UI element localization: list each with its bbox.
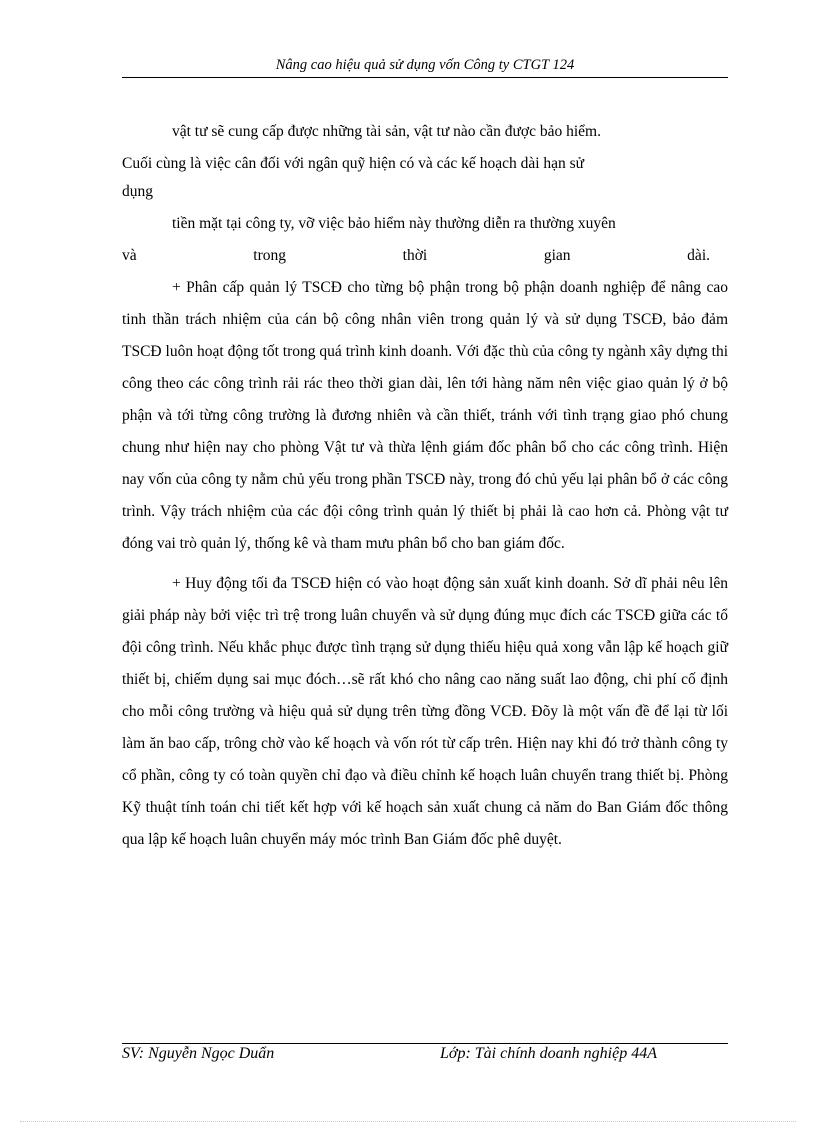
paragraph-2-line-2: và trong thời gian dài. xyxy=(122,247,710,264)
paragraph-1-line-1: vật tư sẽ cung cấp được những tài sản, vật tư nào cần được bảo hiểm. xyxy=(172,123,601,140)
paragraph-1-line-2: Cuối cùng là việc cân đối với ngân quỹ hiện có và các kế hoạch dài hạn sử xyxy=(122,155,585,172)
footer-student-name: SV: Nguyễn Ngọc Duẩn xyxy=(122,1045,275,1062)
paragraph-4: + Huy động tối đa TSCĐ hiện có vào hoạt động sản xuất kinh doanh. Sở dĩ phải nêu lên giải pháp này bởi việc trì trệ trong luân chuyển và sử dụng đúng mục đích các TSCĐ giữa các tổ đội công trình. Nếu khắc phục được tình trạng sử dụng thiếu hiệu quả xong vẫn lập kế hoạch giữ thiết bị, chiếm dụng sai mục đóch…sẽ rất khó cho nâng cao năng suất lao động, chi phí cố định cho mỗi công trường và hiệu quả sử dụng trên từng đồng VCĐ. Đõy là một vấn đề để lại từ lối làm ăn bao cấp, trông chờ vào kế hoạch và vốn rót từ cấp trên. Hiện nay khi đó trở thành công ty cổ phần, công ty có toàn quyền chỉ đạo và điều chỉnh kế hoạch luân chuyển trang thiết bị. Phòng Kỹ thuật tính toán chi tiết kết hợp với kế hoạch sản xuất chung cả năm do Ban Giám đốc thông qua lập kế hoạch luân chuyển máy móc trình Ban Giám đốc phê duyệt. xyxy=(122,575,728,848)
document-body xyxy=(122,116,728,856)
header-divider xyxy=(122,77,728,78)
paragraph-2-line-1: tiền mặt tại công ty, vỡ việc bảo hiểm này thường diễn ra thường xuyên xyxy=(172,215,616,232)
running-header: Nâng cao hiệu quả sử dụng vốn Công ty CTGT 124 xyxy=(275,57,575,73)
page-break-line xyxy=(20,1121,796,1122)
paragraph-1-line-3: dụng xyxy=(122,183,153,200)
paragraph-3: + Phân cấp quản lý TSCĐ cho từng bộ phận trong bộ phận doanh nghiệp để nâng cao tinh thần trách nhiệm của cán bộ công nhân viên trong quản lý và sử dụng TSCĐ, bảo đảm TSCĐ luôn hoạt động tốt trong quá trình kinh doanh. Với đặc thù của công ty ngành xây dựng thi công theo các công trình rải rác theo thời gian dài, lên tới hàng năm nên việc giao quản lý ở bộ phận và tới từng công trường là đương nhiên và cần thiết, tránh với tình trạng giao phó chung chung như hiện nay cho phòng Vật tư và thừa lệnh giám đốc phân bổ cho các công trình. Hiện nay vốn của công ty nằm chủ yếu trong phần TSCĐ này, trong đó chủ yếu lại phân bổ ở các công trình. Vậy trách nhiệm của các đội công trình quản lý thiết bị phải là cao hơn cả. Phòng vật tư đóng vai trò quản lý, thống kê và tham mưu phân bổ cho ban giám đốc. xyxy=(122,279,728,552)
footer-divider xyxy=(122,1043,728,1044)
footer-class-name: Lớp: Tài chính doanh nghiệp 44A xyxy=(440,1045,657,1062)
